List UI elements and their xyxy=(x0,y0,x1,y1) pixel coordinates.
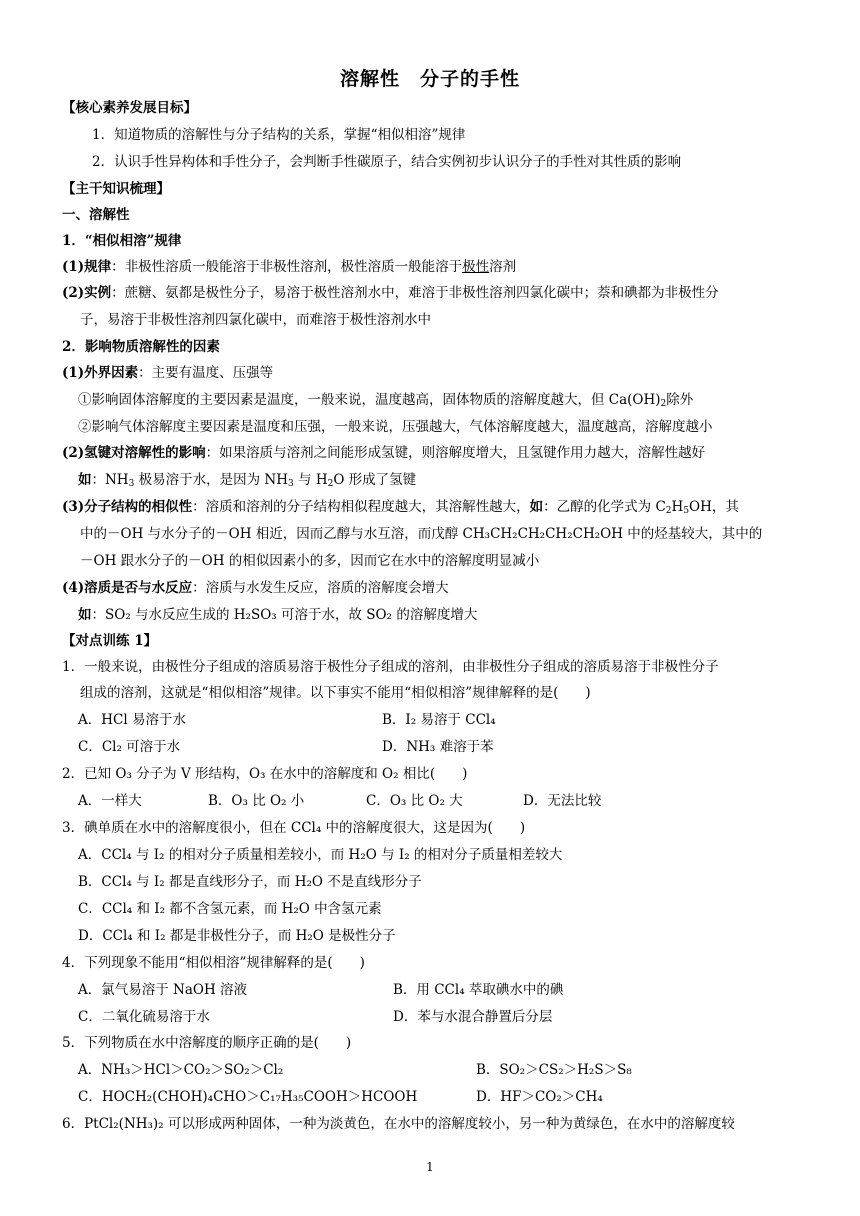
q4-option-b: B．用 CCl₄ 萃取碘水中的碘 xyxy=(393,982,564,998)
section-training-heading: 【对点训练 1】 xyxy=(62,633,158,649)
external-factor-solid: ①影响固体溶解度的主要因素是温度，一般来说，温度越高，固体物质的溶解度越大，但 $Ca(OH)_2$除外 xyxy=(78,392,694,409)
q3-option-c: C．CCl₄ 和 I₂ 都不含氢元素，而 H₂O 中含氢元素 xyxy=(78,901,382,917)
question-3: 3．碘单质在水中的溶解度很小，但在 CCl₄ 中的溶解度很大，这是因为( ) xyxy=(62,820,526,836)
q2-option-c: C．O₃ 比 O₂ 大 xyxy=(366,793,463,809)
q1-option-c: C．Cl₂ 可溶于水 xyxy=(78,739,181,755)
q1-option-d: D．NH₃ 难溶于苯 xyxy=(382,739,494,755)
question-5: 5．下列物质在水中溶解度的顺序正确的是( ) xyxy=(62,1035,352,1051)
rule-label: (1)规律 xyxy=(62,259,112,275)
question-6: 6．PtCl₂(NH₃)₂ 可以形成两种固体，一种为淡黄色，在水中的溶解度较小，另一种为黄绿色，在水中的溶解度较 xyxy=(62,1116,735,1132)
structure-similarity-paragraph: (3)分子结构的相似性：溶质和溶剂的分子结构相似程度越大，其溶解性越大，如：乙醇的化学式为 $C_2H_5OH$，其 xyxy=(62,499,739,516)
section-goals-heading: 【核心素养发展目标】 xyxy=(62,100,197,116)
q5-option-a: A．NH₃＞HCl＞CO₂＞SO₂＞Cl₂ xyxy=(78,1062,284,1078)
section-knowledge-heading: 【主干知识梳理】 xyxy=(62,181,170,197)
example-paragraph-cont: 子，易溶于非极性溶剂四氯化碳中，而难溶于极性溶剂水中 xyxy=(80,312,431,328)
heading-solubility: 一、溶解性 xyxy=(62,207,130,223)
q1-option-a: A．HCl 易溶于水 xyxy=(78,712,186,728)
q5-option-b: B．SO₂＞CS₂＞H₂S＞S₈ xyxy=(476,1062,632,1078)
reaction-paragraph: (4)溶质是否与水反应：溶质与水发生反应，溶质的溶解度会增大 xyxy=(62,580,449,596)
question-1: 1．一般来说，由极性分子组成的溶质易溶于极性分子组成的溶剂，由非极性分子组成的溶质易溶于非极性分子 xyxy=(62,659,719,675)
q4-option-d: D．苯与水混合静置后分层 xyxy=(393,1009,553,1025)
example-paragraph: (2)实例：蔗糖、氨都是极性分子，易溶于极性溶剂水中，难溶于非极性溶剂四氯化碳中；萘和碘都为非极性分 xyxy=(62,285,719,301)
reaction-example: 如：SO₂ 与水反应生成的 H₂SO₃ 可溶于水，故 SO₂ 的溶解度增大 xyxy=(78,607,478,623)
question-1-cont: 组成的溶剂，这就是“相似相溶”规律。以下事实不能用“相似相溶”规律解释的是( ) xyxy=(80,685,591,701)
structure-similarity-cont-1: 中的－OH 与水分子的－OH 相近，因而乙醇与水互溶，而戊醇 CH₃CH₂CH₂CH₂CH₂OH 中的烃基较大，其中的 xyxy=(80,526,763,542)
q5-option-c: C．HOCH₂(CHOH)₄CHO＞C₁₇H₃₅COOH＞HCOOH xyxy=(78,1089,418,1105)
heading-like-dissolves-like: 1．“相似相溶”规律 xyxy=(62,233,182,249)
rule-paragraph: (1)规律：非极性溶质一般能溶于非极性溶剂，极性溶质一般能溶于极性溶剂 xyxy=(62,259,517,275)
q2-option-b: B．O₃ 比 O₂ 小 xyxy=(208,793,305,809)
q2-option-d: D．无法比较 xyxy=(523,793,602,809)
goal-2: 2．认识手性异构体和手性分子，会判断手性碳原子，结合实例初步认识分子的手性对其性质的影响 xyxy=(92,154,682,170)
q3-option-d: D．CCl₄ 和 I₂ 都是非极性分子，而 H₂O 是极性分子 xyxy=(78,928,396,944)
question-2: 2．已知 O₃ 分子为 V 形结构，O₃ 在水中的溶解度和 O₂ 相比( ) xyxy=(62,766,468,782)
goal-1: 1．知道物质的溶解性与分子结构的关系，掌握“相似相溶”规律 xyxy=(92,127,466,143)
structure-similarity-cont-2: －OH 跟水分子的－OH 的相似因素小的多，因而它在水中的溶解度明显减小 xyxy=(80,553,540,569)
page-title: 溶解性 分子的手性 xyxy=(339,68,520,90)
q3-option-a: A．CCl₄ 与 I₂ 的相对分子质量相差较小，而 H₂O 与 I₂ 的相对分子质量相差较大 xyxy=(78,847,563,863)
q1-option-b: B．I₂ 易溶于 CCl₄ xyxy=(382,712,496,728)
page-number: 1 xyxy=(426,1160,434,1174)
q3-option-b: B．CCl₄ 与 I₂ 都是直线形分子，而 H₂O 不是直线形分子 xyxy=(78,874,422,890)
external-factor-gas: ②影响气体溶解度主要因素是温度和压强，一般来说，压强越大，气体溶解度越大，温度越高，溶解度越小 xyxy=(78,419,713,435)
q4-option-c: C．二氧化硫易溶于水 xyxy=(78,1009,210,1025)
q4-option-a: A．氯气易溶于 NaOH 溶液 xyxy=(78,982,248,998)
question-4: 4．下列现象不能用“相似相溶”规律解释的是( ) xyxy=(62,955,365,971)
heading-factors: 2．影响物质溶解性的因素 xyxy=(62,339,220,355)
q5-option-d: D．HF＞CO₂＞CH₄ xyxy=(476,1089,603,1105)
external-factors: (1)外界因素：主要有温度、压强等 xyxy=(62,365,274,381)
hydrogen-bond-example: 如：$NH_3$ 极易溶于水，是因为 $NH_3$ 与 $H_2O$ 形成了氢键 xyxy=(78,472,417,489)
example-label: (2)实例 xyxy=(62,285,112,301)
q2-option-a: A．一样大 xyxy=(78,793,142,809)
hydrogen-bond-paragraph: (2)氢键对溶解性的影响：如果溶质与溶剂之间能形成氢键，则溶解度增大，且氢键作用力越大，溶解性越好 xyxy=(62,445,706,461)
underlined-term: 极性 xyxy=(462,259,490,275)
